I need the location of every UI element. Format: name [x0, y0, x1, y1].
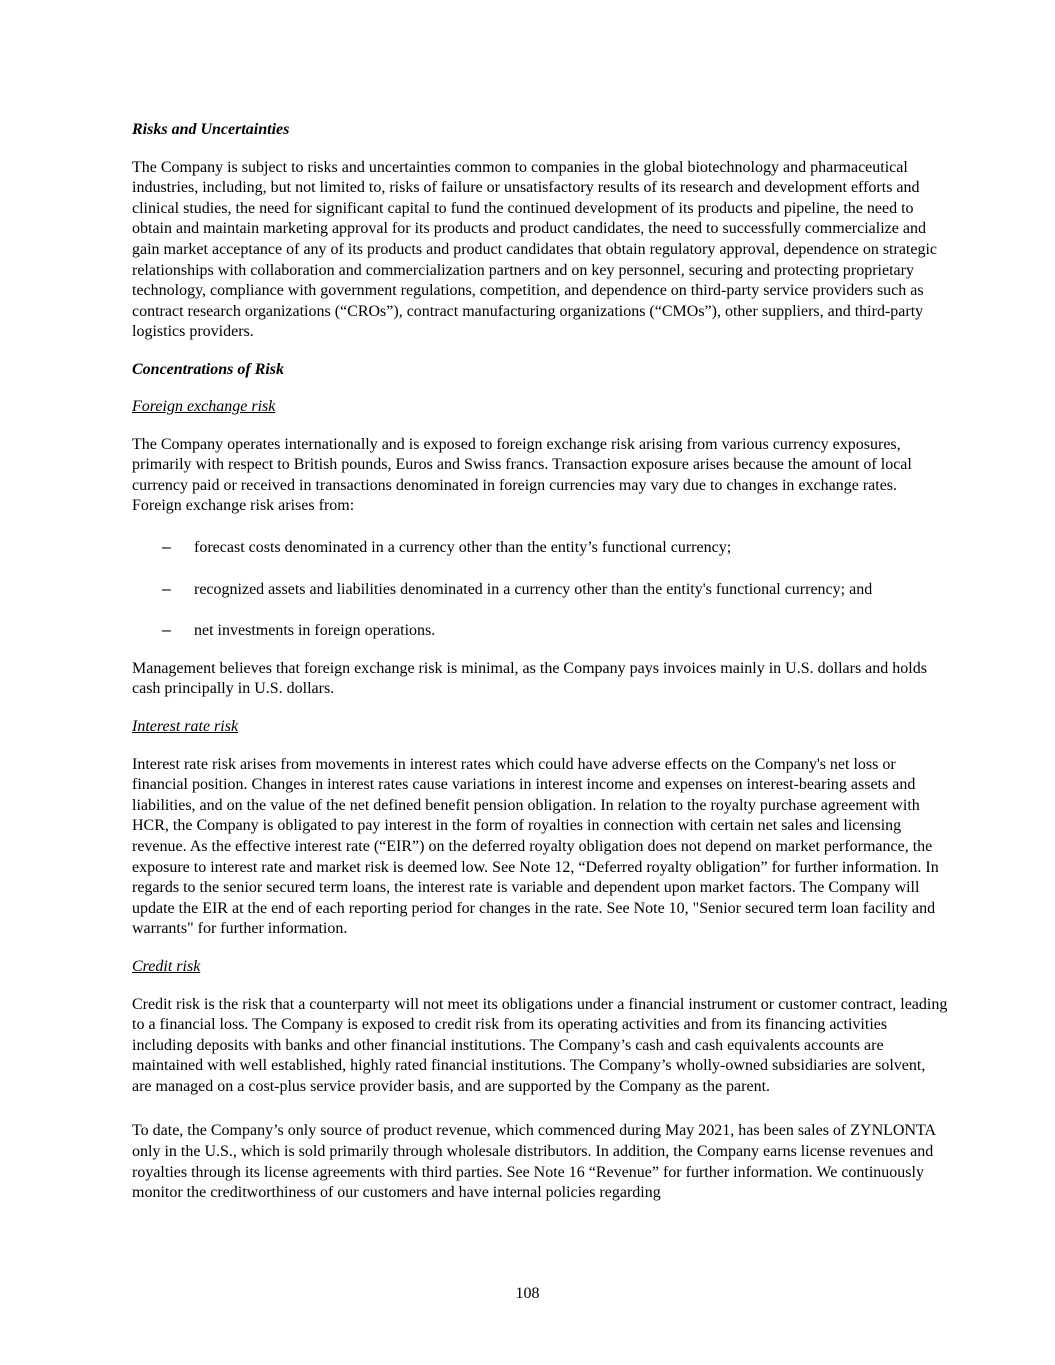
list-item-text: net investments in foreign operations.	[194, 622, 436, 640]
concentrations-heading: Concentrations of Risk	[132, 360, 285, 378]
foreign-exchange-subheading: Foreign exchange risk	[132, 398, 276, 416]
list-item-text: forecast costs denominated in a currency other than the entity’s functional currency;	[194, 539, 732, 556]
dash-bullet-icon: –	[162, 622, 171, 640]
list-item-text: recognized assets and liabilities denominated in a currency other than the entity's functional currency; and	[194, 580, 873, 598]
dash-bullet-icon: –	[162, 539, 171, 556]
credit-risk-subheading: Credit risk	[132, 957, 201, 975]
foreign-exchange-list	[132, 538, 948, 642]
list-item	[132, 580, 948, 601]
document-page	[132, 120, 948, 1204]
interest-rate-paragraph: Interest rate risk arises from movements in interest rates which could have adverse effects on the Company's net loss or financial position. Changes in interest rates cause variations in interest income and expenses on interest-bearing assets and liabilities, and on the value of the net defined benefit pension obligation. In relation to the royalty purchase agreement with HCR, the Company is obligated to pay interest in the form of royalties in connection with certain net sales and licensing revenue. As the effective interest rate (“EIR”) on the deferred royalty obligation does not depend on market performance, the exposure to interest rate and market risk is deemed low. See Note 12, “Deferred royalty obligation” for further information. In regards to the senior secured term loans, the interest rate is variable and dependent upon market factors. The Company will update the EIR at the end of each reporting period for changes in the rate. See Note 10, "Senior secured term loan facility and warrants" for further information.	[132, 755, 939, 938]
dash-bullet-icon: –	[162, 580, 171, 598]
foreign-exchange-conclusion: Management believes that foreign exchange risk is minimal, as the Company pays invoices mainly in U.S. dollars and holds cash principally in U.S. dollars.	[132, 659, 927, 698]
risks-heading: Risks and Uncertainties	[132, 121, 290, 138]
credit-risk-paragraph-1: Credit risk is the risk that a counterparty will not meet its obligations under a financial instrument or customer contract, leading to a financial loss. The Company is exposed to credit risk from its operating activities and from its financing activities including deposits with banks and other financial institutions. The Company’s cash and cash equivalents accounts are maintained with well established, highly rated financial institutions. The Company’s wholly-owned subsidiaries are solvent, are managed on a cost-plus service provider basis, and are supported by the Company as the parent.	[132, 995, 948, 1095]
foreign-exchange-intro: The Company operates internationally and is exposed to foreign exchange risk arising from various currency exposures, primarily with respect to British pounds, Euros and Swiss francs. Transaction exposure arises because the amount of local currency paid or received in transactions denominated in foreign currencies may vary due to changes in exchange rates. Foreign exchange risk arises from:	[132, 435, 912, 515]
interest-rate-subheading: Interest rate risk	[132, 717, 239, 735]
risks-paragraph: The Company is subject to risks and uncertainties common to companies in the global biotechnology and pharmaceutical industries, including, but not limited to, risks of failure or unsatisfactory results of its research and development efforts and clinical studies, the need for significant capital to fund the continued development of its products and pipeline, the need to obtain and maintain marketing approval for its products and product candidates, the need to successfully commercialize and gain market acceptance of any of its products and product candidates that obtain regulatory approval, dependence on strategic relationships with collaboration and commercialization partners and on key personnel, securing and protecting proprietary technology, compliance with government regulations, competition, and dependence on third-party service providers such as contract research organizations (“CROs”), contract manufacturing organizations (“CMOs”), other suppliers, and third-party logistics providers.	[132, 158, 938, 341]
list-item	[132, 538, 948, 559]
credit-risk-paragraph-2: To date, the Company’s only source of product revenue, which commenced during May 2021, has been sales of ZYNLONTA only in the U.S., which is sold primarily through wholesale distributors. In addition, the Company earns license revenues and royalties through its license agreements with third parties. See Note 16 “Revenue” for further information. We continuously monitor the creditworthiness of our customers and have internal policies regarding	[132, 1122, 936, 1202]
page-number: 108	[515, 1285, 540, 1302]
list-item	[132, 621, 948, 642]
